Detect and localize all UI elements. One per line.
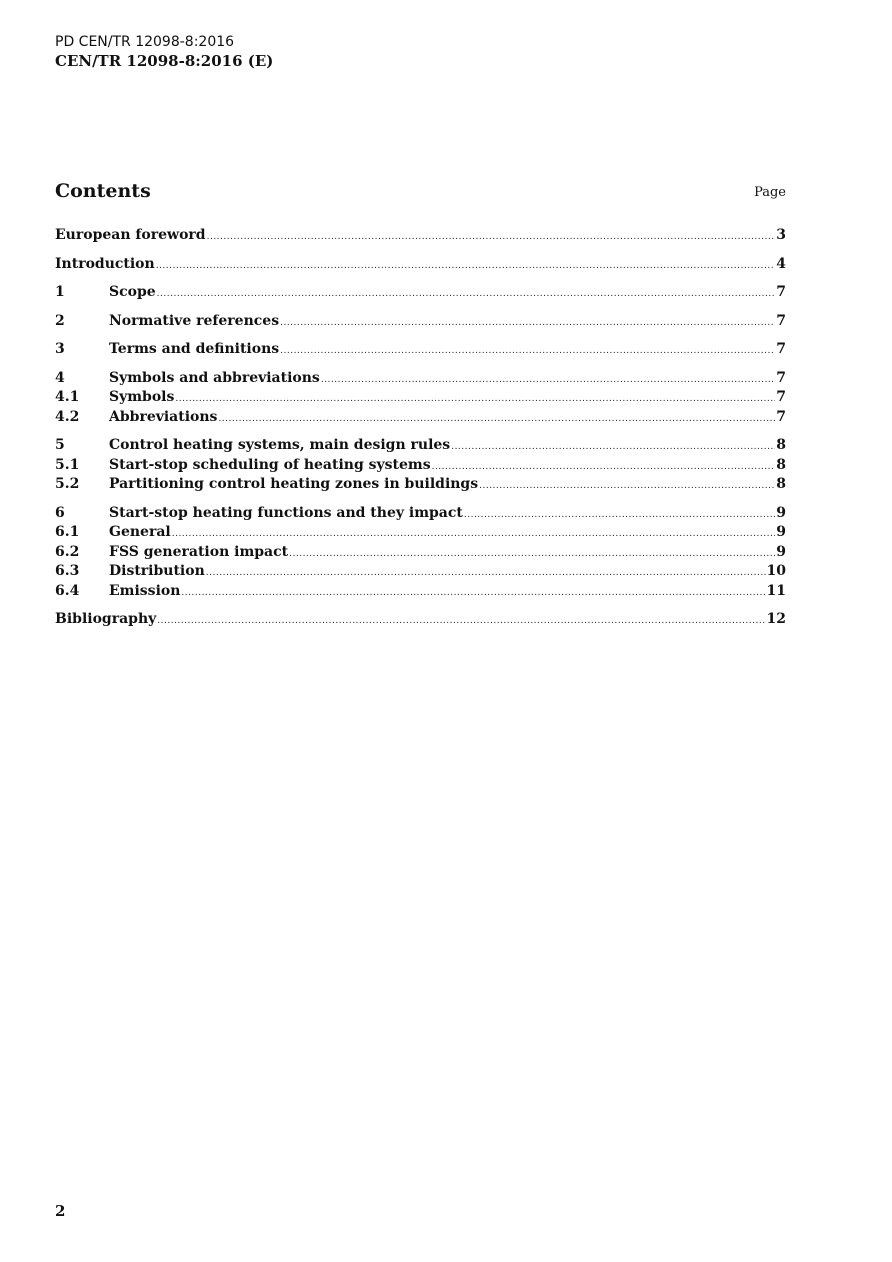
- toc-entry-page: 7: [776, 284, 786, 300]
- toc-entry-page: 12: [766, 611, 786, 627]
- toc-entry-title: Control heating systems, main design rules: [109, 437, 451, 453]
- toc-entry-page: 7: [776, 408, 786, 425]
- toc-entry-page: 9: [776, 543, 786, 560]
- toc-entry[interactable]: [55, 226, 786, 246]
- toc-entry-page: 7: [776, 369, 786, 386]
- toc-leader-dots: [432, 458, 776, 478]
- toc-entry-title: Distribution: [109, 563, 205, 579]
- toc-entry-number: 4.2: [55, 408, 80, 425]
- toc-entry-title: Normative references: [109, 312, 280, 329]
- toc-entry-page: 3: [776, 227, 786, 243]
- page-number: 2: [55, 1202, 66, 1220]
- toc-entry-number: 6.3: [55, 563, 80, 579]
- toc-entry-title: European foreword: [55, 227, 206, 243]
- toc-leader-dots: [181, 584, 765, 604]
- toc-entry-title: Emission: [109, 582, 181, 599]
- toc-entry-page: 9: [776, 504, 786, 521]
- toc-leader-dots: [451, 438, 775, 458]
- toc-entry-page: 11: [766, 582, 786, 599]
- toc-entry-number: 3: [55, 341, 65, 357]
- page-column-label: Page: [754, 185, 786, 200]
- toc-entry[interactable]: [55, 582, 786, 602]
- toc-entry-title: FSS generation impact: [109, 543, 289, 560]
- toc-entry-title: Introduction: [55, 255, 155, 272]
- toc-entry-page: 7: [776, 341, 786, 357]
- toc-entry[interactable]: [55, 408, 786, 428]
- toc-leader-dots: [157, 612, 765, 632]
- table-of-contents: [55, 226, 786, 630]
- toc-entry-title: Abbreviations: [109, 408, 218, 425]
- toc-entry-page: 7: [776, 389, 786, 405]
- toc-entry[interactable]: [55, 255, 786, 275]
- toc-entry-title: Scope: [109, 284, 156, 300]
- toc-entry-page: 7: [776, 312, 786, 329]
- toc-entry-page: 10: [766, 563, 786, 579]
- toc-entry-page: 8: [776, 456, 786, 473]
- toc-entry[interactable]: [55, 504, 786, 524]
- toc-entry-number: 2: [55, 312, 65, 329]
- document-id-subheader: CEN/TR 12098-8:2016 (E): [55, 52, 274, 70]
- toc-entry-title: Bibliography: [55, 611, 157, 627]
- toc-leader-dots: [207, 228, 776, 248]
- toc-entry[interactable]: [55, 436, 786, 456]
- toc-entry-number: 6.4: [55, 582, 80, 599]
- toc-entry-number: 1: [55, 284, 65, 300]
- toc-leader-dots: [218, 410, 775, 430]
- toc-leader-dots: [464, 506, 775, 526]
- toc-entry-number: 4: [55, 369, 65, 386]
- toc-entry[interactable]: [55, 340, 786, 360]
- toc-entry[interactable]: [55, 543, 786, 563]
- toc-leader-dots: [175, 390, 775, 410]
- toc-entry-number: 6.2: [55, 543, 80, 560]
- toc-entry-page: 9: [776, 524, 786, 540]
- toc-entry-number: 6.1: [55, 524, 80, 540]
- toc-leader-dots: [280, 342, 775, 362]
- toc-entry-title: Start-stop scheduling of heating systems: [109, 456, 431, 473]
- toc-entry-page: 8: [776, 437, 786, 453]
- toc-entry-title: Start-stop heating functions and they impact: [109, 504, 463, 521]
- toc-leader-dots: [280, 314, 775, 334]
- toc-entry[interactable]: [55, 388, 786, 408]
- toc-entry[interactable]: [55, 312, 786, 332]
- toc-entry-number: 5: [55, 437, 65, 453]
- toc-leader-dots: [156, 257, 776, 277]
- toc-entry-page: 4: [776, 255, 786, 272]
- toc-leader-dots: [206, 564, 766, 584]
- toc-entry-title: Terms and definitions: [109, 341, 280, 357]
- toc-entry-page: 8: [776, 476, 786, 492]
- toc-leader-dots: [321, 371, 775, 391]
- toc-entry[interactable]: [55, 475, 786, 495]
- toc-entry-title: Symbols: [109, 389, 175, 405]
- toc-leader-dots: [479, 477, 775, 497]
- toc-entry-title: Symbols and abbreviations: [109, 369, 320, 386]
- contents-title: Contents: [55, 180, 151, 202]
- toc-entry-title: General: [109, 524, 171, 540]
- toc-entry-number: 6: [55, 504, 65, 521]
- toc-entry-number: 5.1: [55, 456, 80, 473]
- toc-entry[interactable]: [55, 369, 786, 389]
- toc-entry-number: 4.1: [55, 389, 80, 405]
- toc-entry[interactable]: [55, 456, 786, 476]
- toc-entry[interactable]: [55, 283, 786, 303]
- toc-entry-title: Partitioning control heating zones in buildings: [109, 476, 479, 492]
- toc-entry[interactable]: [55, 562, 786, 582]
- toc-entry[interactable]: [55, 523, 786, 543]
- toc-entry-number: 5.2: [55, 476, 80, 492]
- toc-entry[interactable]: [55, 610, 786, 630]
- document-id-header: PD CEN/TR 12098-8:2016: [55, 34, 235, 50]
- toc-leader-dots: [157, 285, 776, 305]
- toc-leader-dots: [289, 545, 775, 565]
